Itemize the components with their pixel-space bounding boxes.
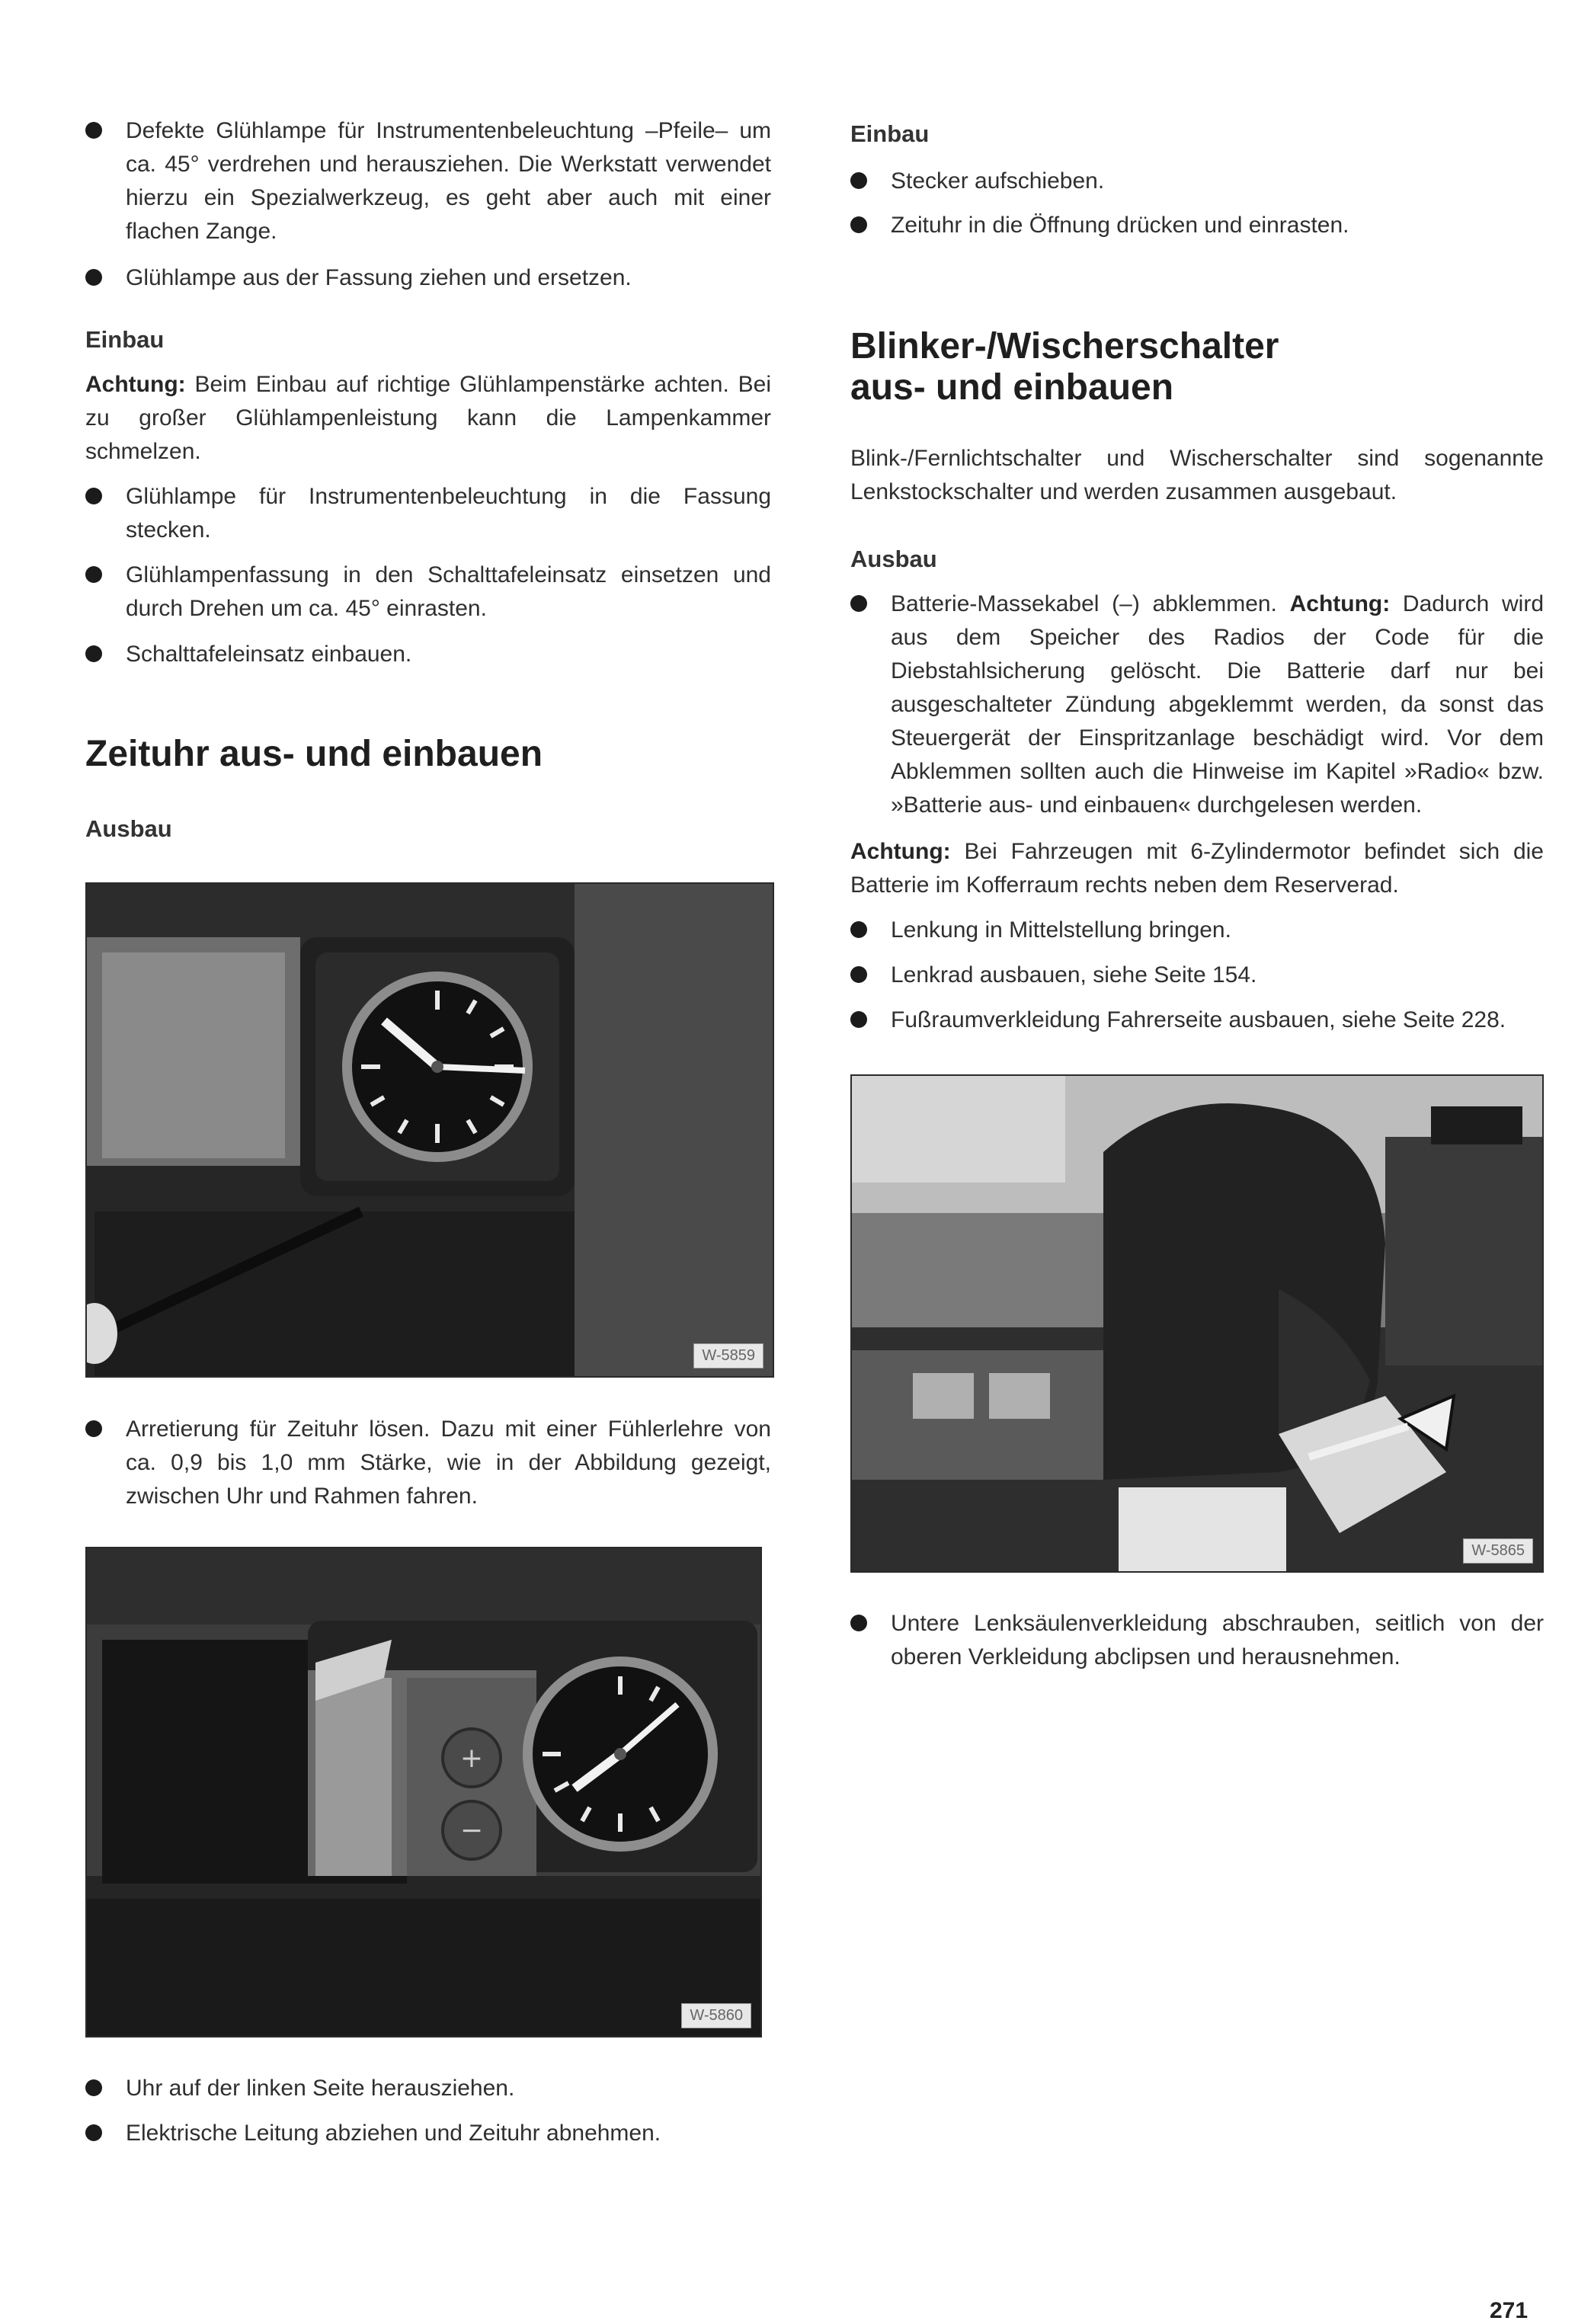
svg-text:+: + bbox=[459, 1743, 484, 1774]
section-title-zeituhr: Zeituhr aus- und einbauen bbox=[85, 734, 543, 774]
subheading-einbau: Einbau bbox=[850, 120, 930, 147]
bullet-icon bbox=[85, 2124, 102, 2141]
page-number: 271 bbox=[1490, 2298, 1529, 2323]
bullet-icon bbox=[85, 122, 102, 139]
photo-clock-removal-feeler-gauge bbox=[85, 882, 774, 1378]
clock-photo-illustration bbox=[87, 884, 773, 1376]
warning-paragraph: Achtung: Bei Fahrzeugen mit 6-Zylindermotor befindet sich die Batterie im Kofferraum rechts neben dem Reserverad. bbox=[850, 839, 1544, 898]
section-title-blinker-line1: Blinker-/Wischerschalter bbox=[850, 326, 1279, 367]
list-item: Lenkrad ausbauen, siehe Seite 154. bbox=[850, 959, 1544, 992]
list-item: Lenkung in Mittelstellung bringen. bbox=[850, 914, 1544, 947]
bullet-icon bbox=[850, 595, 867, 612]
figure-code: W-5865 bbox=[1463, 1538, 1533, 1564]
list-item: Arretierung für Zeituhr lösen. Dazu mit einer Fühlerlehre von ca. 0,9 bis 1,0 mm Stärke, wie in der Abbildung gezeigt, zwischen Uhr und Rahmen fahren. bbox=[85, 1413, 771, 1513]
list-item: Untere Lenksäulenverkleidung abschrauben, seitlich von der oberen Verkleidung abclipsen und herausnehmen. bbox=[850, 1607, 1544, 1674]
section-title-blinker-line2: aus- und einbauen bbox=[850, 367, 1174, 408]
subheading-ausbau: Ausbau bbox=[85, 815, 172, 842]
bullet-icon bbox=[85, 1420, 102, 1437]
figure-code: W-5860 bbox=[681, 2003, 751, 2028]
warning-paragraph: Achtung: Beim Einbau auf richtige Glühlampenstärke achten. Bei zu großer Glühlampenleistung kann die Lampenkammer schmelzen. bbox=[85, 372, 771, 464]
subheading-einbau: Einbau bbox=[85, 326, 165, 353]
bullet-icon bbox=[850, 216, 867, 233]
bullet-icon bbox=[850, 172, 867, 189]
list-item: Batterie-Massekabel (–) abklemmen. Achtung: Dadurch wird aus dem Speicher des Radios der Code für die Diebstahlsicherung gelöscht. Die Batterie darf nur bei ausgeschalteter Zündung abgeklemmt werden, da sonst das Steuergerät der Einspritzanlage beschädigt wird. Vor dem Abklemmen sollten auch die Hinweise im Kapitel »Radio« bzw. »Batterie aus- und einbauen« durchgelesen werden. bbox=[850, 587, 1544, 822]
bullet-icon bbox=[850, 1615, 867, 1631]
svg-text:−: − bbox=[459, 1815, 484, 1846]
intro-paragraph: Blink-/Fernlichtschalter und Wischerschalter sind sogenannte Lenkstockschalter und werden zusammen ausgebaut. bbox=[850, 446, 1544, 504]
bullet-icon bbox=[850, 1011, 867, 1028]
list-item: Fußraumverkleidung Fahrerseite ausbauen, siehe Seite 228. bbox=[850, 1004, 1544, 1037]
list-item: Elektrische Leitung abziehen und Zeituhr abnehmen. bbox=[85, 2117, 771, 2150]
list-item: Zeituhr in die Öffnung drücken und einrasten. bbox=[850, 209, 1544, 242]
subheading-ausbau: Ausbau bbox=[850, 546, 937, 572]
bullet-icon bbox=[85, 645, 102, 662]
bullet-icon bbox=[85, 269, 102, 286]
list-item: Schalttafeleinsatz einbauen. bbox=[85, 638, 771, 671]
list-item: Stecker aufschieben. bbox=[850, 165, 1544, 198]
list-item: Defekte Glühlampe für Instrumentenbeleuchtung –Pfeile– um ca. 45° verdrehen und herausziehen. Die Werkstatt verwendet hierzu ein Spezialwerkzeug, es geht aber auch mit einer flachen Zange. bbox=[85, 114, 771, 248]
bullet-icon bbox=[850, 921, 867, 938]
photo-clock-pulled-out bbox=[85, 1547, 762, 2038]
bullet-icon bbox=[850, 966, 867, 983]
bullet-icon bbox=[85, 488, 102, 504]
bullet-icon bbox=[85, 2079, 102, 2096]
list-item: Glühlampenfassung in den Schalttafeleinsatz einsetzen und durch Drehen um ca. 45° einrasten. bbox=[85, 559, 771, 626]
steering-column-illustration bbox=[852, 1076, 1542, 1571]
figure-code: W-5859 bbox=[693, 1343, 763, 1368]
clock-module-illustration bbox=[87, 1548, 760, 2036]
photo-steering-column-cover bbox=[850, 1074, 1544, 1573]
list-item: Glühlampe aus der Fassung ziehen und ersetzen. bbox=[85, 261, 771, 295]
list-item: Uhr auf der linken Seite herausziehen. bbox=[85, 2072, 771, 2105]
list-item: Glühlampe für Instrumentenbeleuchtung in die Fassung stecken. bbox=[85, 480, 771, 547]
bullet-icon bbox=[85, 566, 102, 583]
